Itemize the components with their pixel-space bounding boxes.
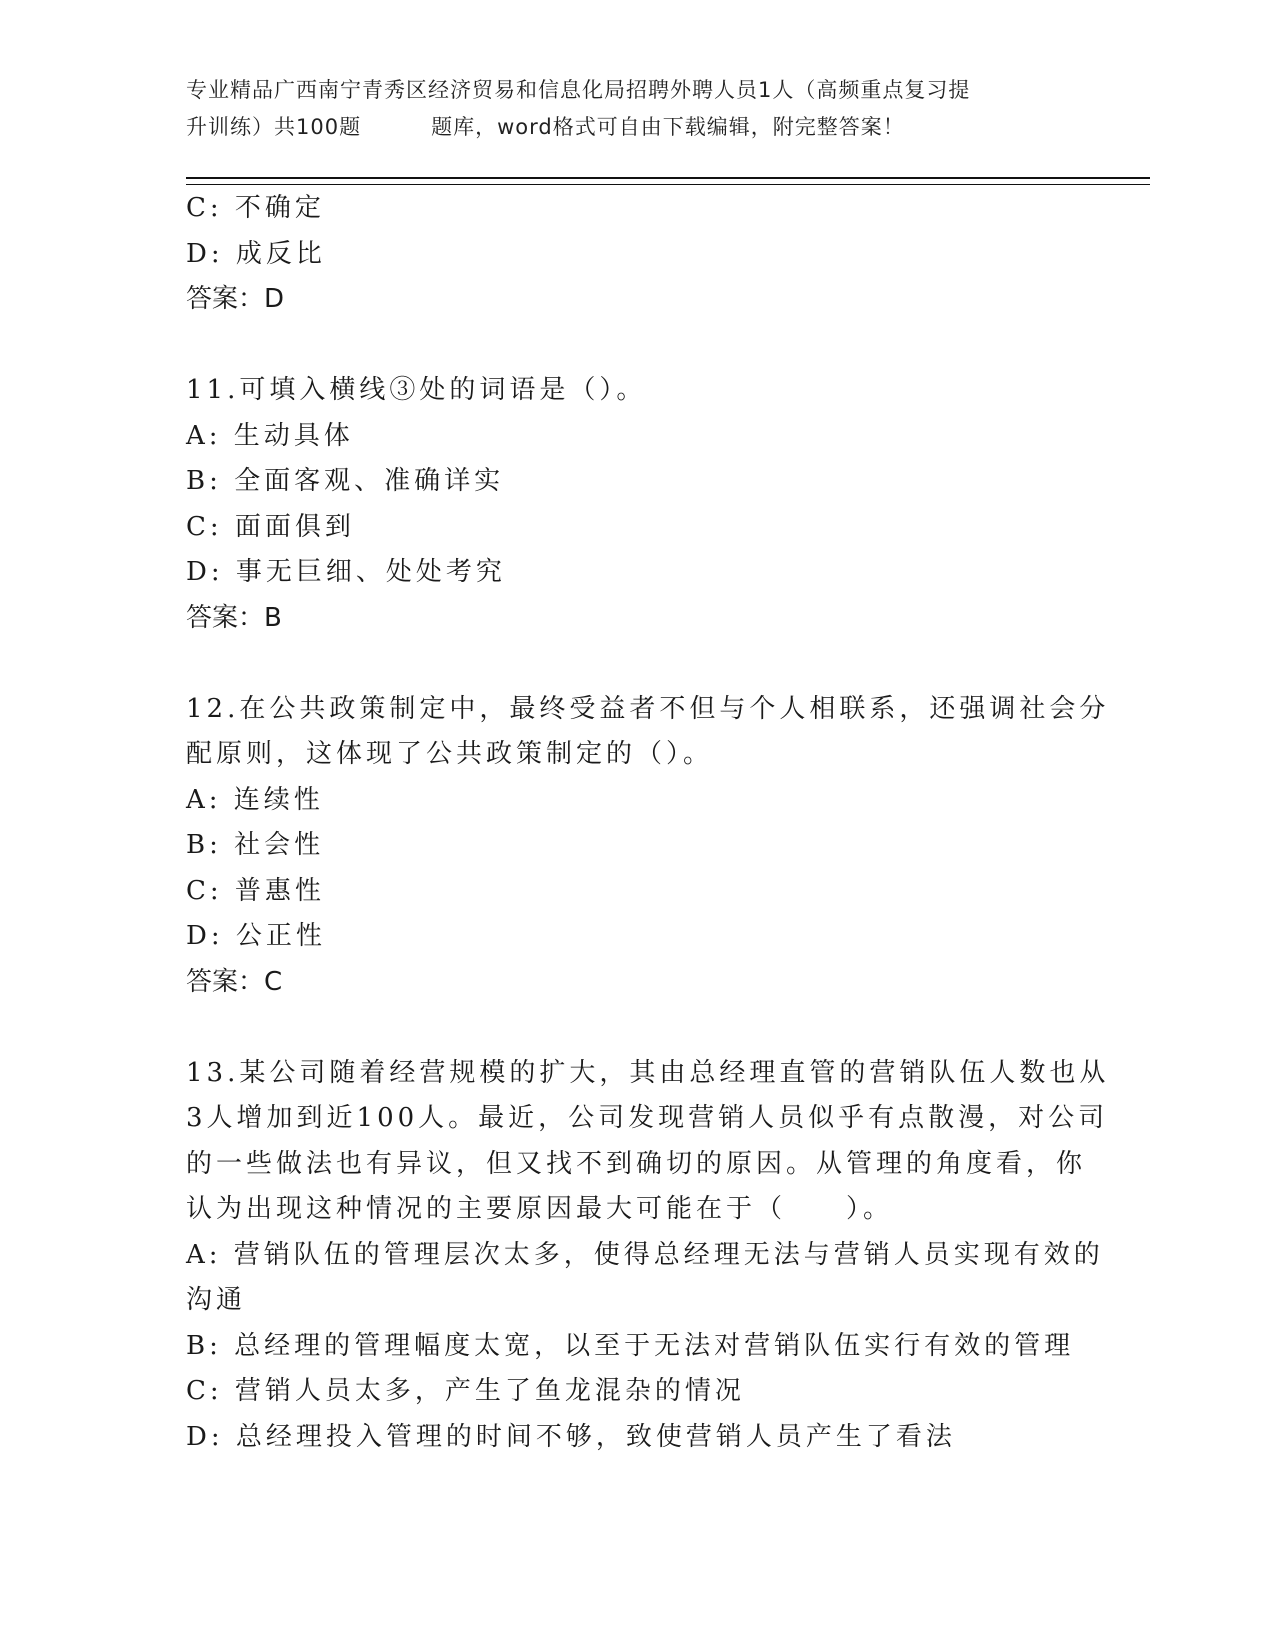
q10-answer: 答案：D: [186, 284, 285, 314]
question-10-tail: [186, 186, 1086, 323]
q11-stem: 11.可填入横线③处的词语是（）。: [186, 375, 647, 405]
q11-option-c: C: 面面俱到: [186, 511, 355, 542]
q12-option-a: A: 连续性: [186, 784, 324, 815]
header-line-1: 专业精品广西南宁青秀区经济贸易和信息化局招聘外聘人员1人（高频重点复习提: [186, 78, 971, 102]
q13-option-d: D: 总经理投入管理的时间不够，致使营销人员产生了看法: [186, 1421, 956, 1452]
header-line-2: [186, 109, 1086, 146]
q13-option-b: B: 总经理的管理幅度太宽，以至于无法对营销队伍实行有效的管理: [186, 1330, 1075, 1361]
question-12: [186, 687, 1110, 1006]
q11-option-b: B: 全面客观、准确详实: [186, 466, 505, 496]
header-line-2-right: 题库，word格式可自由下载编辑，附完整答案！: [431, 115, 905, 139]
q12-option-c: C: 普惠性: [186, 875, 325, 906]
q10-option-d: D: 成反比: [186, 238, 326, 269]
page-header: [186, 72, 1086, 146]
q13-option-a-line-2: 沟通: [186, 1285, 247, 1315]
question-content: [186, 186, 1110, 1460]
q11-option-d: D: 事无巨细、处处考究: [186, 557, 506, 587]
q10-option-c: C: 不确定: [186, 193, 325, 223]
q11-option-a: A: 生动具体: [186, 420, 354, 451]
question-11: [186, 368, 1086, 641]
q12-answer: 答案：C: [186, 966, 283, 997]
q12-stem-line-1: 12.在公共政策制定中，最终受益者不但与个人相联系，还强调社会分: [186, 693, 1110, 724]
q13-stem-line-4: 认为出现这种情况的主要原因最大可能在于（ ）。: [186, 1194, 894, 1224]
header-divider: [186, 177, 1150, 185]
header-line-2-left: 升训练）共100题: [186, 115, 362, 139]
q12-option-d: D: 公正性: [186, 921, 326, 951]
q11-answer: 答案：B: [186, 602, 282, 633]
q13-stem-line-2: 3人增加到近100人。最近，公司发现营销人员似乎有点散漫，对公司: [186, 1103, 1109, 1133]
q13-option-a-line-1: A: 营销队伍的管理层次太多，使得总经理无法与营销人员实现有效的: [186, 1239, 1104, 1270]
question-13: [186, 1051, 1110, 1461]
q12-stem-line-2: 配原则，这体现了公共政策制定的（）。: [186, 739, 714, 769]
q12-option-b: B: 社会性: [186, 830, 325, 860]
q13-stem-line-1: 13.某公司随着经营规模的扩大，其由总经理直管的营销队伍人数也从: [186, 1057, 1110, 1088]
q13-stem-line-3: 的一些做法也有异议，但又找不到确切的原因。从管理的角度看，你: [186, 1148, 1087, 1179]
q13-option-c: C: 营销人员太多，产生了鱼龙混杂的情况: [186, 1376, 745, 1406]
